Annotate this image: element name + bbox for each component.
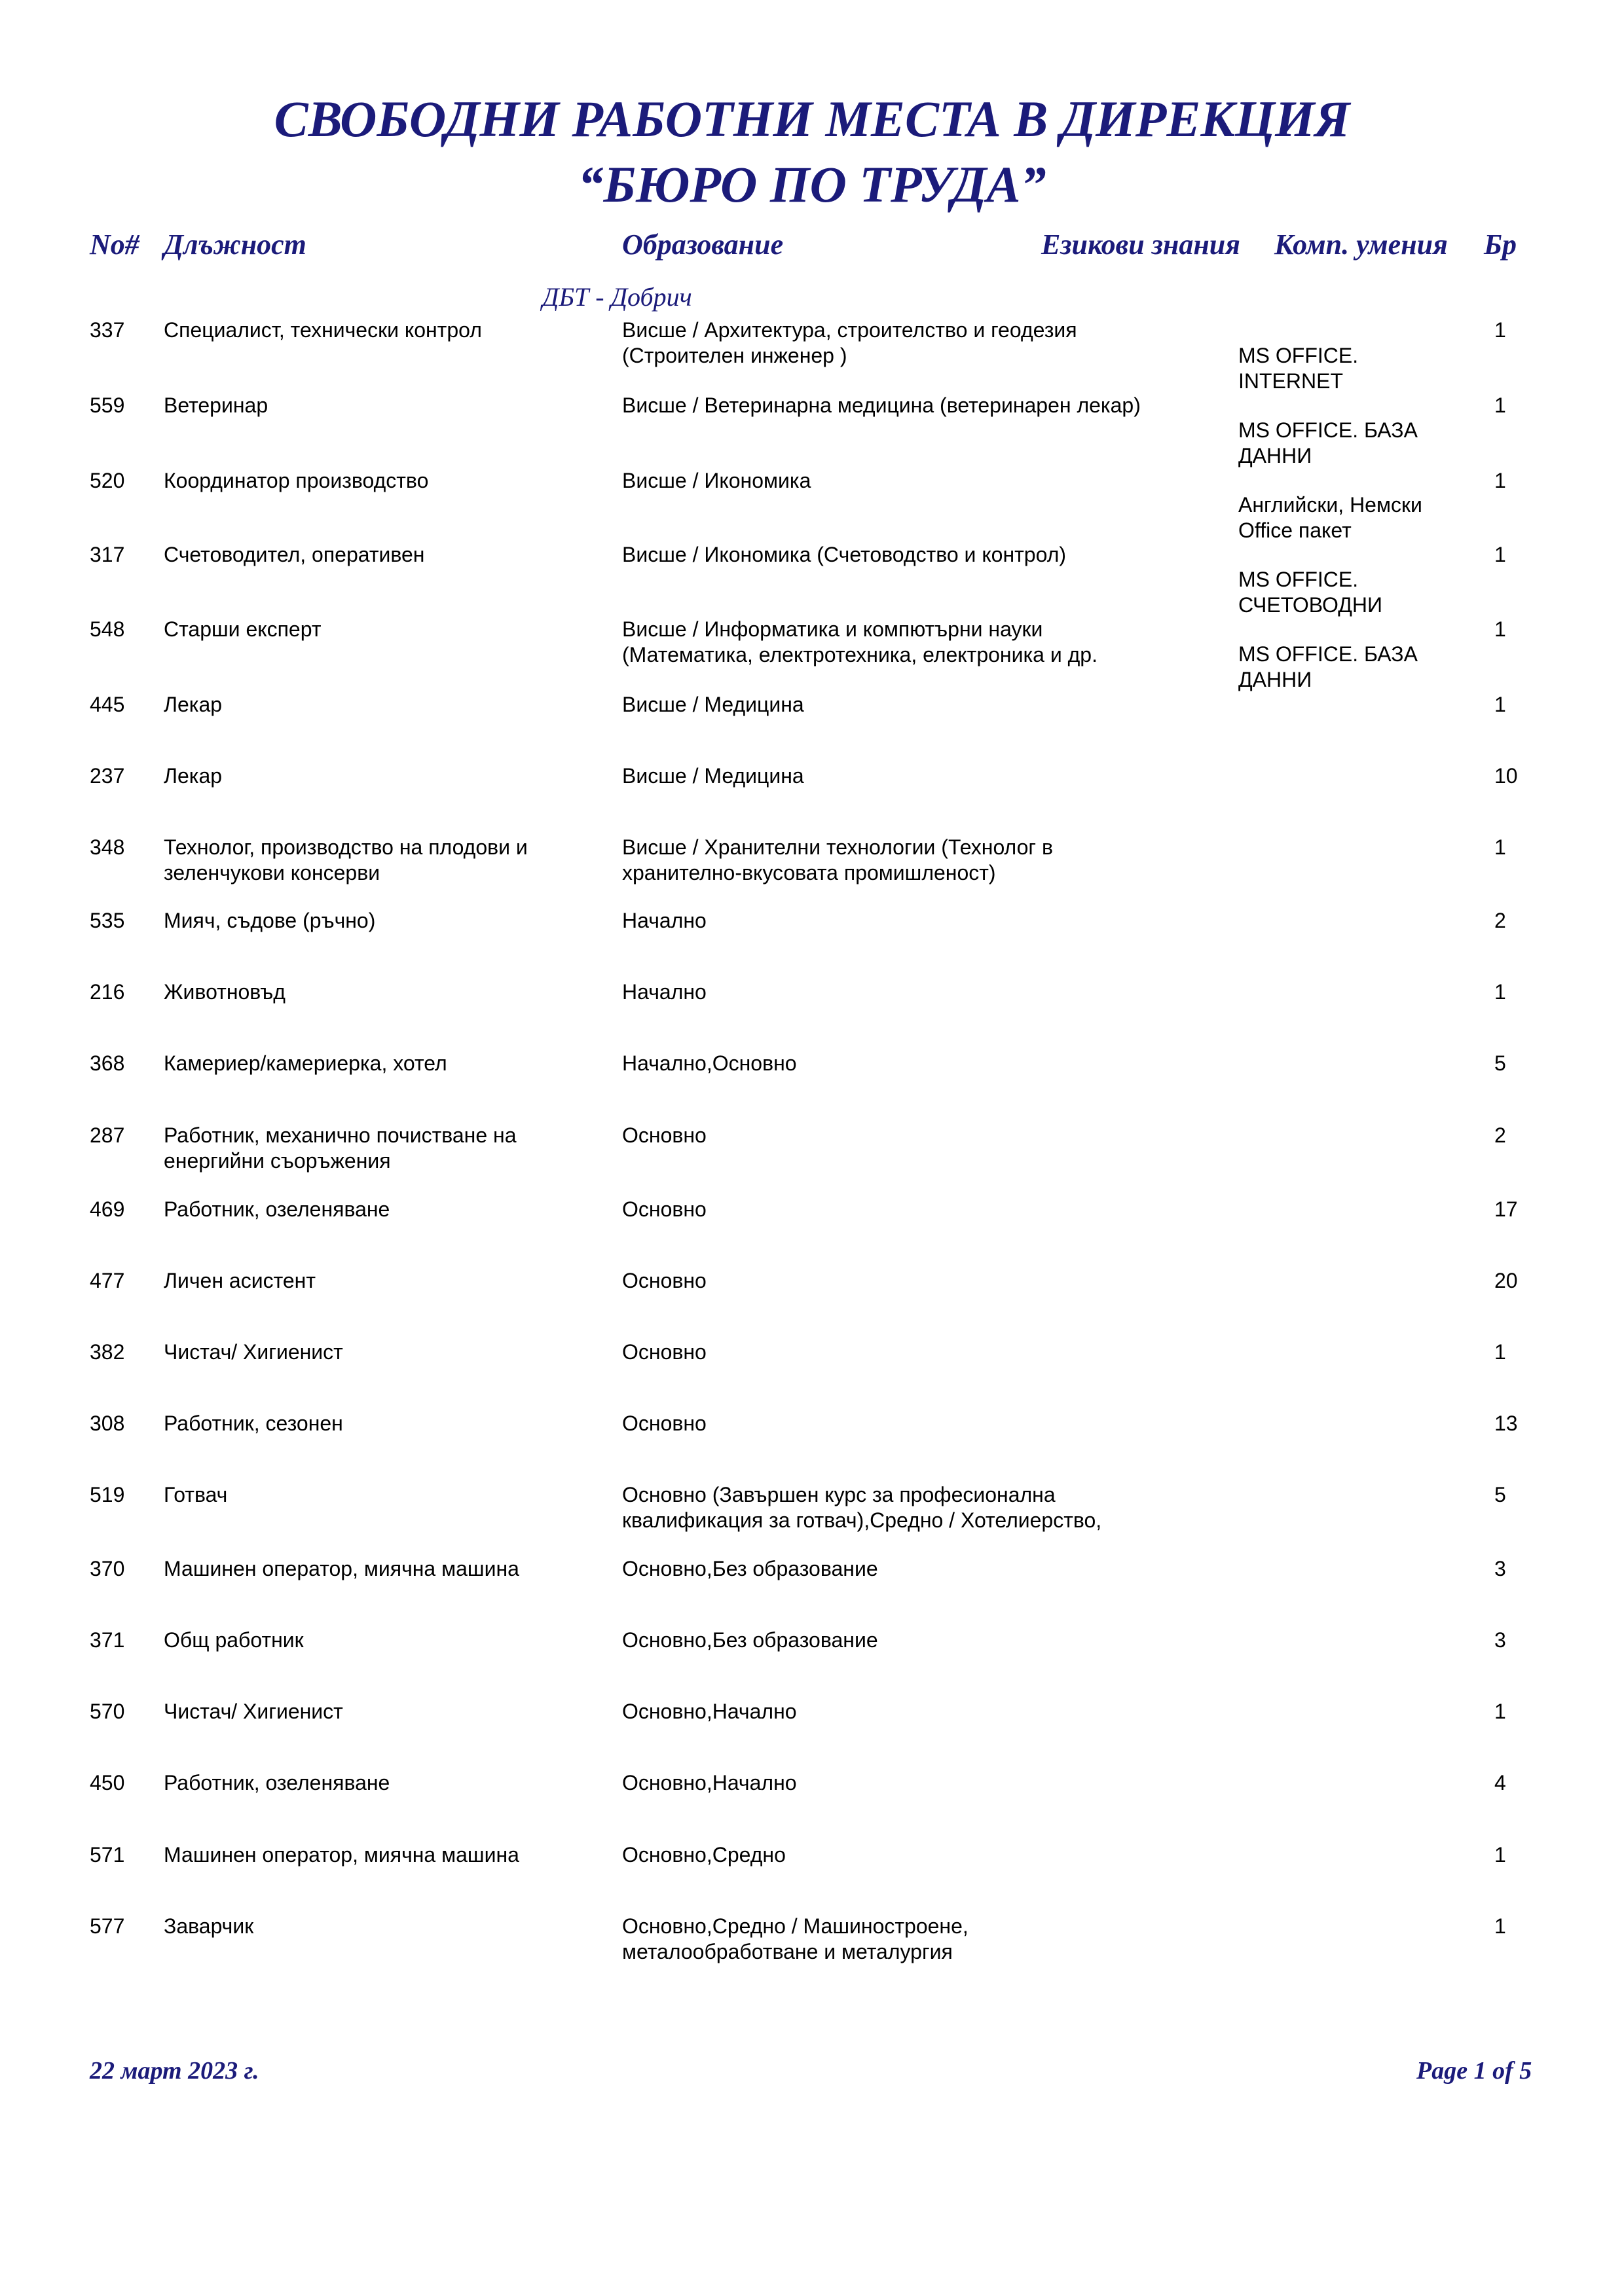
row-count: 4 [1494,1771,1506,1795]
row-count: 3 [1494,1557,1506,1580]
row-position: Специалист, технически контрол [164,318,482,342]
row-education: Основно,Без образование [622,1557,878,1580]
row-education: Основно,Начално [622,1700,797,1723]
computer-skills-note: Английски, Немски Office пакет [1238,493,1422,542]
row-education: Висше / Ветеринарна медицина (ветеринарен лекар) [622,393,1141,417]
row-education: Основно [622,1340,707,1364]
row-position: Технолог, производство на плодови и зеленчукови консерви [164,835,528,884]
computer-skills-note: MS OFFICE. СЧЕТОВОДНИ [1238,568,1382,617]
row-position: Работник, механично почистване на енергийни съоръжения [164,1123,517,1173]
row-count: 1 [1494,318,1506,342]
row-count: 1 [1494,1700,1506,1723]
row-count: 10 [1494,764,1518,788]
row-count: 1 [1494,693,1506,716]
row-education: Основно,Начално [622,1771,797,1795]
row-number: 348 [90,835,125,859]
row-education: Висше / Медицина [622,764,804,788]
row-position: Координатор производство [164,469,429,492]
section-heading: ДБТ - Добрич [542,282,692,312]
row-education: Основно (Завършен курс за професионална квалификация за готвач),Средно / Хотелиерство, [622,1483,1102,1532]
row-position: Лекар [164,764,223,788]
row-education: Основно,Средно [622,1843,786,1867]
row-count: 1 [1494,1340,1506,1364]
row-number: 519 [90,1483,125,1506]
row-number: 570 [90,1700,125,1723]
row-position: Личен асистент [164,1269,316,1292]
row-number: 469 [90,1197,125,1221]
row-education: Основно [622,1123,707,1147]
row-education: Висше / Икономика [622,469,811,492]
row-number: 477 [90,1269,125,1292]
row-number: 368 [90,1051,125,1075]
row-education: Начално,Основно [622,1051,797,1075]
row-position: Животновъд [164,980,286,1004]
column-header-position: Длъжност [164,228,306,261]
row-count: 3 [1494,1628,1506,1652]
row-number: 577 [90,1914,125,1938]
row-position: Камериер/камериерка, хотел [164,1051,447,1075]
row-number: 237 [90,764,125,788]
row-position: Машинен оператор, миячна машина [164,1843,519,1867]
row-position: Счетоводител, оперативен [164,543,425,566]
column-header-no: No# [90,228,139,261]
row-count: 5 [1494,1051,1506,1075]
row-count: 1 [1494,393,1506,417]
row-number: 308 [90,1412,125,1435]
row-number: 571 [90,1843,125,1867]
row-education: Основно [622,1412,707,1435]
row-education: Висше / Архитектура, строителство и геодезия (Строителен инженер ) [622,318,1077,367]
row-education: Висше / Хранителни технологии (Технолог в хранително-вкусовата промишленост) [622,835,1053,884]
row-position: Заварчик [164,1914,254,1938]
column-header-count: Бр [1484,228,1517,261]
row-number: 287 [90,1123,125,1147]
row-number: 548 [90,617,125,641]
row-position: Общ работник [164,1628,304,1652]
column-header-education: Образование [622,228,784,261]
row-position: Лекар [164,693,223,716]
row-count: 1 [1494,1914,1506,1938]
footer-date: 22 март 2023 г. [90,2057,259,2085]
computer-skills-note: MS OFFICE. INTERNET [1238,344,1359,393]
row-count: 1 [1494,469,1506,492]
row-education: Висше / Икономика (Счетоводство и контрол) [622,543,1067,566]
row-education: Основно,Средно / Машиностроене, металообработване и металургия [622,1914,969,1963]
row-count: 20 [1494,1269,1518,1292]
row-position: Ветеринар [164,393,268,417]
row-education: Начално [622,980,707,1004]
row-position: Работник, озеленяване [164,1197,390,1221]
row-count: 2 [1494,909,1506,932]
row-number: 317 [90,543,125,566]
row-position: Готвач [164,1483,228,1506]
row-count: 1 [1494,617,1506,641]
row-count: 17 [1494,1197,1518,1221]
row-number: 382 [90,1340,125,1364]
row-count: 2 [1494,1123,1506,1147]
row-number: 371 [90,1628,125,1652]
row-number: 337 [90,318,125,342]
computer-skills-note: MS OFFICE. БАЗА ДАННИ [1238,642,1418,691]
row-count: 1 [1494,543,1506,566]
row-count: 1 [1494,835,1506,859]
row-number: 216 [90,980,125,1004]
row-count: 5 [1494,1483,1506,1506]
row-education: Висше / Информатика и компютърни науки (Математика, електротехника, електроника и др. [622,617,1098,666]
row-position: Работник, сезонен [164,1412,343,1435]
row-education: Основно [622,1197,707,1221]
row-number: 535 [90,909,125,932]
row-position: Мияч, съдове (ръчно) [164,909,376,932]
row-education: Основно [622,1269,707,1292]
row-education: Начално [622,909,707,932]
row-number: 370 [90,1557,125,1580]
row-number: 559 [90,393,125,417]
column-header-computer-skills: Комп. умения [1274,228,1448,261]
row-position: Старши експерт [164,617,322,641]
footer-page-number: Page 1 of 5 [1416,2057,1532,2085]
row-number: 520 [90,469,125,492]
computer-skills-note: MS OFFICE. БАЗА ДАННИ [1238,418,1418,467]
page-title-line-1: СВОБОДНИ РАБОТНИ МЕСТА В ДИРЕКЦИЯ [274,90,1350,147]
row-position: Работник, озеленяване [164,1771,390,1795]
row-number: 450 [90,1771,125,1795]
row-education: Основно,Без образование [622,1628,878,1652]
page-title-line-2: “БЮРО ПО ТРУДА” [578,156,1046,213]
row-count: 13 [1494,1412,1518,1435]
row-position: Машинен оператор, миячна машина [164,1557,519,1580]
row-education: Висше / Медицина [622,693,804,716]
row-count: 1 [1494,1843,1506,1867]
row-position: Чистач/ Хигиенист [164,1340,343,1364]
row-count: 1 [1494,980,1506,1004]
row-position: Чистач/ Хигиенист [164,1700,343,1723]
row-number: 445 [90,693,125,716]
column-header-languages: Езикови знания [1041,228,1240,261]
